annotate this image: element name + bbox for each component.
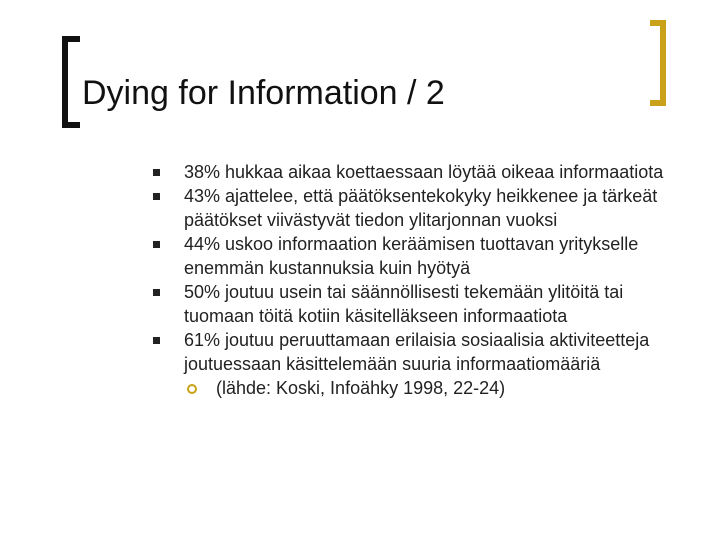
bullet-text: 43% ajattelee, että päätöksentekokyky heikkenee ja tärkeät päätökset viivästyvät tiedon ylitarjonnan vuoksi [184, 186, 658, 230]
square-bullet-icon [153, 193, 160, 200]
bullet-list [150, 160, 690, 400]
bullet-item [150, 232, 690, 280]
bullet-item [150, 328, 690, 400]
bullet-text: 50% joutuu usein tai säännöllisesti tekemään ylitöitä tai tuomaan töitä kotiin käsitelläkseen informaatiota [184, 282, 624, 326]
hollow-circle-bullet-icon [187, 384, 197, 394]
source-citation: (lähde: Koski, Infoähky 1998, 22-24) [216, 378, 506, 398]
sub-bullet-item [184, 376, 690, 400]
square-bullet-icon [153, 337, 160, 344]
bullet-text: 61% joutuu peruuttamaan erilaisia sosiaalisia aktiviteetteja joutuessaan käsittelemään suuria informaatiomääriä [184, 330, 650, 374]
square-bullet-icon [153, 289, 160, 296]
right-bracket-decoration [650, 20, 666, 106]
square-bullet-icon [153, 169, 160, 176]
bullet-item [150, 184, 690, 232]
bullet-text: 38% hukkaa aikaa koettaessaan löytää oikeaa informaatiota [184, 162, 664, 182]
bullet-item [150, 160, 690, 184]
bullet-text: 44% uskoo informaation keräämisen tuottavan yritykselle enemmän kustannuksia kuin hyötyä [184, 234, 639, 278]
slide-title: Dying for Information / 2 [82, 74, 445, 112]
left-bracket-decoration [62, 36, 80, 128]
bullet-item [150, 280, 690, 328]
square-bullet-icon [153, 241, 160, 248]
